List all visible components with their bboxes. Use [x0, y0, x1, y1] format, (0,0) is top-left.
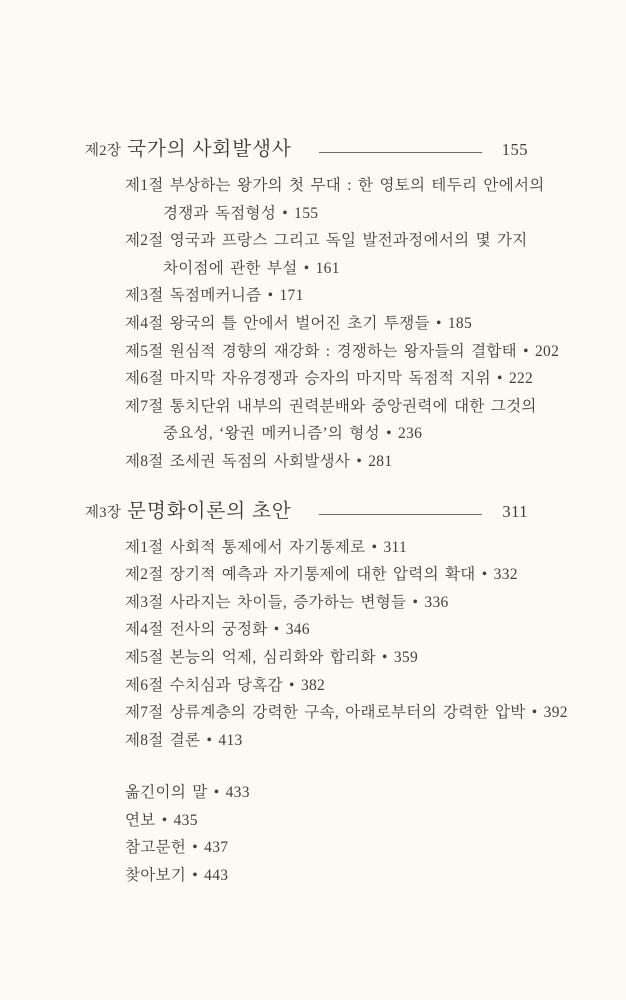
bullet-separator: • [516, 342, 535, 360]
section-label: 제1절 [125, 538, 170, 556]
toc-entry [125, 699, 568, 727]
bullet-separator: • [267, 621, 286, 639]
section-title: 사회적 통제에서 자기통제로 [169, 538, 366, 556]
toc-entry [125, 338, 560, 366]
section-page-number: 359 [393, 648, 418, 666]
section-title: 원심적 경향의 재강화 : 경쟁하는 왕자들의 결합태 [169, 342, 517, 360]
section-page-number: 281 [368, 452, 393, 470]
section-label: 제2절 [125, 566, 170, 584]
section-page-number: 332 [493, 566, 518, 584]
bullet-separator: • [475, 566, 494, 584]
backmatter-page-number: 437 [204, 839, 229, 857]
section-label: 제8절 [125, 452, 170, 470]
section-title: 영국과 프랑스 그리고 독일 발전과정에서의 몇 가지 [169, 232, 528, 250]
toc-entry [125, 644, 528, 672]
section-title: 중요성, ‘왕권 메커니즘’의 형성 [163, 425, 380, 443]
section-label: 제7절 [125, 704, 170, 722]
chapter-page-number: 155 [501, 140, 528, 159]
chapter-heading [85, 498, 528, 527]
leader-line [319, 514, 483, 515]
bullet-separator: • [406, 593, 425, 611]
section-label: 제4절 [125, 621, 170, 639]
backmatter-page-number: 433 [225, 784, 250, 802]
section-page-number: 311 [383, 538, 408, 556]
bullet-separator: • [261, 287, 280, 305]
section-page-number: 336 [424, 593, 449, 611]
toc-entry [125, 227, 528, 282]
section-label: 제1절 [125, 177, 170, 194]
backmatter-title: 참고문헌 [125, 839, 187, 857]
toc-entry [125, 589, 528, 617]
backmatter-page-number: 435 [173, 811, 198, 829]
section-label: 제8절 [125, 731, 170, 749]
section-page-number: 222 [508, 370, 534, 388]
chapter-heading [85, 136, 528, 165]
section-page-number: 346 [285, 621, 310, 639]
section-label: 제5절 [125, 342, 170, 360]
bullet-separator: • [186, 839, 205, 857]
section-page-number: 392 [543, 704, 568, 722]
section-title: 전사의 궁정화 [169, 621, 268, 639]
toc-entry [125, 727, 528, 755]
section-title: 본능의 억제, 심리화와 합리화 [169, 648, 376, 666]
section-title: 결론 [169, 731, 201, 749]
section-label: 제7절 [125, 397, 170, 415]
section-label: 제5절 [125, 648, 170, 666]
section-label: 제3절 [125, 287, 170, 305]
bullet-separator: • [200, 731, 219, 749]
toc-entry [125, 561, 528, 589]
section-title: 사라지는 차이들, 증가하는 변형들 [169, 593, 407, 611]
section-page-number: 202 [534, 342, 560, 360]
section-label: 제2절 [125, 232, 170, 250]
section-label: 제6절 [125, 370, 170, 388]
section-label: 제4절 [125, 314, 170, 332]
section-page-number: 155 [294, 204, 319, 222]
bullet-separator: • [186, 867, 205, 885]
section-page-number: 382 [300, 676, 326, 694]
section-title: 장기적 예측과 자기통제에 대한 압력의 확대 [169, 566, 476, 584]
leader-line [319, 152, 482, 153]
bullet-separator: • [207, 784, 226, 802]
bullet-separator: • [155, 811, 174, 829]
section-title: 왕국의 틀 안에서 벌어진 초기 투쟁들 [169, 314, 430, 332]
toc-entry [125, 672, 528, 700]
section-title: 상류계층의 강력한 구속, 아래로부터의 강력한 압박 [169, 704, 526, 722]
bullet-separator: • [525, 704, 544, 722]
bullet-separator: • [490, 370, 509, 388]
toc-chapter-list [85, 136, 568, 754]
toc-entry [125, 172, 545, 227]
section-page-number: 161 [315, 259, 340, 277]
bullet-separator: • [276, 204, 295, 222]
backmatter-page-number: 443 [204, 867, 229, 885]
toc-entry [125, 448, 528, 476]
bullet-separator: • [282, 676, 301, 694]
chapter-block [85, 498, 568, 755]
backmatter-list [125, 779, 528, 889]
backmatter-title: 찾아보기 [125, 867, 187, 885]
toc-entry [125, 393, 537, 448]
toc-entry [125, 365, 534, 393]
chapter-title: 국가의 사회발생사 [127, 139, 292, 160]
toc-entry [125, 310, 528, 338]
section-title: 수치심과 당혹감 [169, 676, 283, 694]
backmatter-title: 연보 [125, 811, 156, 829]
backmatter-title: 옮긴이의 말 [125, 784, 208, 802]
toc-entry [125, 616, 528, 644]
chapter-title: 문명화이론의 초안 [127, 500, 292, 522]
section-list [125, 534, 568, 755]
section-title: 조세권 독점의 사회발생사 [169, 452, 351, 470]
chapter-label: 제3장 [85, 504, 122, 521]
section-title: 마지막 자유경쟁과 승자의 마지막 독점적 지위 [169, 370, 491, 388]
bullet-separator: • [375, 648, 394, 666]
section-page-number: 171 [279, 287, 304, 305]
bullet-separator: • [429, 314, 448, 332]
toc-entry [125, 282, 528, 310]
section-page-number: 185 [447, 314, 472, 332]
section-page-number: 236 [397, 425, 423, 443]
section-page-number: 413 [218, 731, 243, 749]
chapter-block [85, 136, 560, 476]
backmatter-entry [125, 862, 528, 890]
bullet-separator: • [365, 538, 384, 556]
section-label: 제3절 [125, 593, 170, 611]
backmatter-entry [125, 807, 528, 835]
backmatter-entry [125, 779, 528, 807]
backmatter-entry [125, 834, 528, 862]
section-title: 경쟁과 독점형성 [163, 204, 277, 222]
section-title: 부상하는 왕가의 첫 무대 : 한 영토의 테두리 안에서의 [169, 177, 545, 194]
section-title: 통치단위 내부의 권력분배와 중앙권력에 대한 그것의 [169, 397, 537, 415]
section-list [125, 172, 560, 476]
bullet-separator: • [379, 425, 398, 443]
section-title: 독점메커니즘 [169, 287, 262, 305]
section-title: 차이점에 관한 부설 [163, 259, 298, 277]
toc-entry [125, 534, 528, 562]
section-label: 제6절 [125, 676, 170, 694]
bullet-separator: • [350, 452, 369, 470]
chapter-page-number: 311 [502, 501, 528, 521]
bullet-separator: • [297, 259, 316, 277]
chapter-label: 제2장 [85, 143, 122, 159]
